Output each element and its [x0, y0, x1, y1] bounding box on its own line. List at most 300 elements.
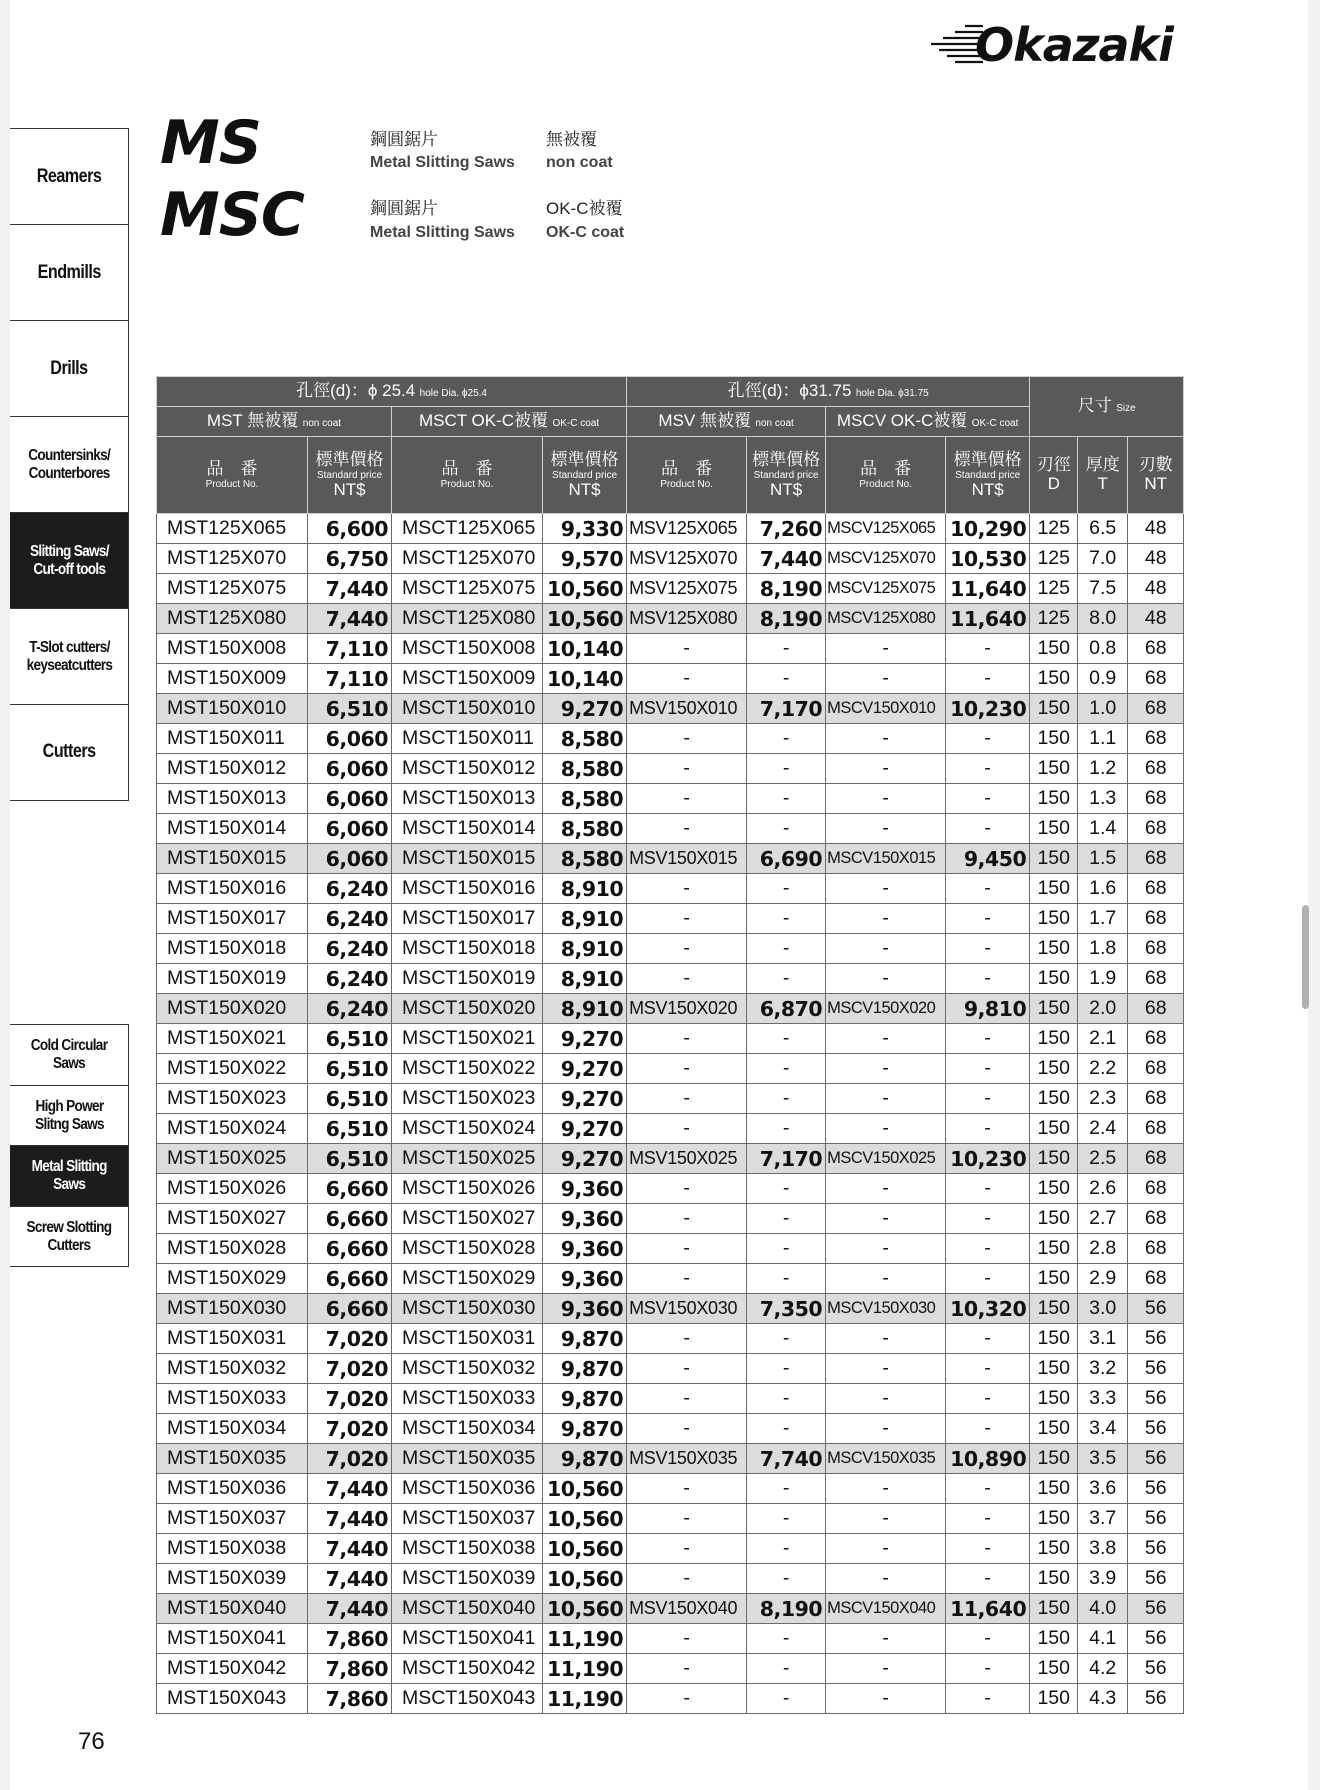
msct-price: 9,870 [543, 1324, 627, 1354]
msct-price: 8,910 [543, 874, 627, 904]
mst-price: 6,060 [308, 724, 392, 754]
mscv-product-no: MSCV125X070 [826, 544, 946, 574]
teeth-count: 56 [1128, 1654, 1184, 1684]
thickness: 3.3 [1078, 1384, 1128, 1414]
msct-price: 10,140 [543, 664, 627, 694]
msv-product-no: - [627, 1654, 747, 1684]
mscv-product-no: MSCV125X065 [826, 514, 946, 544]
mscv-price: - [946, 1204, 1030, 1234]
mst-price: 7,440 [308, 1534, 392, 1564]
msv-price: 7,350 [747, 1294, 826, 1324]
diameter: 150 [1030, 934, 1078, 964]
table-row [157, 1324, 1184, 1354]
msct-product-no: MSCT125X065 [392, 514, 543, 544]
msc-coat-en: OK-C coat [546, 224, 625, 241]
mscv-product-no: - [826, 724, 946, 754]
thickness: 1.6 [1078, 874, 1128, 904]
hole1-label: 孔徑(d)：ϕ 25.4 [296, 381, 416, 401]
mst-price: 6,060 [308, 754, 392, 784]
diameter: 125 [1030, 544, 1078, 574]
teeth-count: 68 [1128, 1174, 1184, 1204]
mscv-product-header [826, 437, 946, 514]
table-row [157, 1474, 1184, 1504]
teeth-count: 56 [1128, 1684, 1184, 1714]
diameter: 150 [1030, 814, 1078, 844]
thickness: 3.0 [1078, 1294, 1128, 1324]
scrollbar-thumb[interactable] [1302, 905, 1309, 1009]
msct-price: 10,560 [543, 1564, 627, 1594]
msct-price: 8,910 [543, 904, 627, 934]
mst-product-no: MST150X024 [157, 1114, 308, 1144]
mscv-price: - [946, 1114, 1030, 1144]
mscv-price: 10,320 [946, 1294, 1030, 1324]
mscv-price: - [946, 1354, 1030, 1384]
thickness: 2.0 [1078, 994, 1128, 1024]
mst-product-no: MST125X065 [157, 514, 308, 544]
brand-name: Okazaki [975, 18, 1173, 72]
mscv-product-no: - [826, 1504, 946, 1534]
table-row [157, 574, 1184, 604]
msv-price: - [747, 814, 826, 844]
mst-product-no: MST125X070 [157, 544, 308, 574]
diameter: 150 [1030, 1174, 1078, 1204]
sidebar-subitem-label: Screw Slotting Cutters [26, 1218, 112, 1254]
mst-price: 7,440 [308, 1594, 392, 1624]
diameter: 150 [1030, 1294, 1078, 1324]
size-label-en: Size [1116, 403, 1136, 415]
thickness: 2.5 [1078, 1144, 1128, 1174]
msct-product-no: MSCT150X038 [392, 1534, 543, 1564]
sidebar-subitem-high[interactable] [10, 1085, 129, 1146]
teeth-count: 56 [1128, 1294, 1184, 1324]
msv-product-no: - [627, 634, 747, 664]
mscv-price: - [946, 964, 1030, 994]
mst-price: 7,440 [308, 574, 392, 604]
diameter: 150 [1030, 994, 1078, 1024]
mst-product-no: MST150X035 [157, 1444, 308, 1474]
mst-price: 7,860 [308, 1684, 392, 1714]
thickness-header [1078, 437, 1128, 514]
thickness: 4.1 [1078, 1624, 1128, 1654]
msct-product-no: MSCT150X036 [392, 1474, 543, 1504]
mscv-product-no: MSCV125X080 [826, 604, 946, 634]
msv-product-no: - [627, 1504, 747, 1534]
msct-product-no: MSCT150X021 [392, 1024, 543, 1054]
msct-price: 9,360 [543, 1204, 627, 1234]
diameter: 150 [1030, 874, 1078, 904]
mscv-product-no: - [826, 784, 946, 814]
msv-price: - [747, 1654, 826, 1684]
sidebar-item-cutters[interactable] [10, 704, 129, 801]
msv-price: - [747, 634, 826, 664]
mst-price: 7,110 [308, 664, 392, 694]
msv-product-no: - [627, 1084, 747, 1114]
msv-product-no: MSV125X080 [627, 604, 747, 634]
mst-product-no: MST150X038 [157, 1534, 308, 1564]
product-label: 品 番 [206, 459, 258, 479]
diameter: 150 [1030, 1384, 1078, 1414]
msv-price: 7,740 [747, 1444, 826, 1474]
diameter: 150 [1030, 1204, 1078, 1234]
mst-price: 6,510 [308, 1024, 392, 1054]
diameter: 150 [1030, 844, 1078, 874]
mst-product-no: MST150X037 [157, 1504, 308, 1534]
mst-price: 7,020 [308, 1354, 392, 1384]
msv-product-no: - [627, 664, 747, 694]
mst-product-no: MST150X042 [157, 1654, 308, 1684]
mscv-price: 11,640 [946, 574, 1030, 604]
price-unit: NT$ [568, 479, 601, 499]
msv-product-no: - [627, 1354, 747, 1384]
nt-label-zh: 刃數 [1138, 455, 1173, 475]
teeth-count: 56 [1128, 1594, 1184, 1624]
mst-price: 7,110 [308, 634, 392, 664]
msct-price: 9,270 [543, 694, 627, 724]
mst-product-no: MST150X019 [157, 964, 308, 994]
mscv-price: 11,640 [946, 1594, 1030, 1624]
mst-price: 7,440 [308, 1564, 392, 1594]
table-row [157, 934, 1184, 964]
msv-price: - [747, 1114, 826, 1144]
msct-label-en: OK-C coat [552, 418, 600, 430]
msv-price: - [747, 934, 826, 964]
product-label-en: Product No. [440, 478, 494, 490]
mscv-product-no: - [826, 1204, 946, 1234]
table-row [157, 1114, 1184, 1144]
mscv-product-no: - [826, 874, 946, 904]
ms-coat-en: non coat [546, 154, 613, 171]
hole2-label: 孔徑(d)：ϕ31.75 [727, 381, 852, 401]
table-row [157, 754, 1184, 784]
mscv-price: - [946, 664, 1030, 694]
msv-product-no: - [627, 1624, 747, 1654]
mscv-price: - [946, 1504, 1030, 1534]
msct-price: 10,560 [543, 574, 627, 604]
teeth-count: 68 [1128, 964, 1184, 994]
thickness: 3.1 [1078, 1324, 1128, 1354]
msv-price: - [747, 1264, 826, 1294]
mscv-product-no: MSCV150X035 [826, 1444, 946, 1474]
msct-price: 8,910 [543, 964, 627, 994]
mst-product-no: MST150X011 [157, 724, 308, 754]
teeth-count: 56 [1128, 1444, 1184, 1474]
mscv-price: - [946, 1684, 1030, 1714]
table-row [157, 694, 1184, 724]
msct-price: 11,190 [543, 1684, 627, 1714]
sidebar-item-label: Cutters [42, 741, 96, 763]
size-header [1030, 377, 1184, 437]
msct-product-no: MSCT150X030 [392, 1294, 543, 1324]
mscv-price: - [946, 1564, 1030, 1594]
mst-product-no: MST150X030 [157, 1294, 308, 1324]
msct-product-no: MSCT150X032 [392, 1354, 543, 1384]
mst-price: 6,660 [308, 1204, 392, 1234]
msv-label: MSV 無被覆 [658, 411, 751, 431]
price-label: 標準價格 [315, 449, 384, 469]
diameter: 150 [1030, 1234, 1078, 1264]
series-title-msc: MSC [160, 180, 304, 250]
mscv-product-no: MSCV125X075 [826, 574, 946, 604]
sidebar-subitem-screw[interactable] [10, 1206, 129, 1267]
mst-product-no: MST150X028 [157, 1234, 308, 1264]
mscv-price: - [946, 1324, 1030, 1354]
msv-product-no: MSV125X075 [627, 574, 747, 604]
thickness: 1.5 [1078, 844, 1128, 874]
thickness: 7.5 [1078, 574, 1128, 604]
table-row [157, 514, 1184, 544]
msv-product-no: - [627, 1054, 747, 1084]
sidebar-item-endmills[interactable] [10, 224, 129, 321]
mst-price: 6,600 [308, 514, 392, 544]
diameter: 150 [1030, 664, 1078, 694]
table-row [157, 1084, 1184, 1114]
diameter: 150 [1030, 1444, 1078, 1474]
msct-product-no: MSCT150X020 [392, 994, 543, 1024]
mst-product-header [157, 437, 308, 514]
msct-price: 9,570 [543, 544, 627, 574]
mst-price: 6,660 [308, 1264, 392, 1294]
mscv-price: 9,450 [946, 844, 1030, 874]
mscv-product-no: MSCV150X020 [826, 994, 946, 1024]
teeth-count: 68 [1128, 754, 1184, 784]
msct-price: 10,560 [543, 604, 627, 634]
msv-product-no: - [627, 1234, 747, 1264]
thickness: 1.4 [1078, 814, 1128, 844]
diameter: 150 [1030, 1624, 1078, 1654]
mst-price: 6,750 [308, 544, 392, 574]
sidebar-subitem-label: Cold Circular Saws [30, 1037, 108, 1072]
msv-product-no: - [627, 1384, 747, 1414]
thickness: 3.9 [1078, 1564, 1128, 1594]
mscv-price: - [946, 1654, 1030, 1684]
mscv-product-no: - [826, 1264, 946, 1294]
msct-product-no: MSCT150X039 [392, 1564, 543, 1594]
msv-product-no: - [627, 1204, 747, 1234]
mscv-product-no: - [826, 1024, 946, 1054]
msv-price: - [747, 1084, 826, 1114]
mscv-product-no: - [826, 1384, 946, 1414]
table-row [157, 1384, 1184, 1414]
teeth-count: 56 [1128, 1474, 1184, 1504]
thickness: 1.7 [1078, 904, 1128, 934]
sidebar-subitem-cold[interactable] [10, 1024, 129, 1085]
teeth-header [1128, 437, 1184, 514]
mst-price: 6,240 [308, 994, 392, 1024]
thickness: 2.6 [1078, 1174, 1128, 1204]
diameter: 150 [1030, 1594, 1078, 1624]
diameter: 150 [1030, 1054, 1078, 1084]
table-row [157, 1684, 1184, 1714]
msv-product-no: - [627, 1114, 747, 1144]
msct-product-no: MSCT150X019 [392, 964, 543, 994]
mscv-product-no: - [826, 1054, 946, 1084]
thickness: 1.3 [1078, 784, 1128, 814]
sidebar-item-label: Drills [50, 357, 88, 379]
msv-price: - [747, 1624, 826, 1654]
msv-price: 6,870 [747, 994, 826, 1024]
msct-product-no: MSCT150X042 [392, 1654, 543, 1684]
mscv-price: - [946, 934, 1030, 964]
mscv-header [826, 407, 1030, 437]
mst-product-no: MST150X036 [157, 1474, 308, 1504]
msct-price: 9,270 [543, 1054, 627, 1084]
thickness: 2.2 [1078, 1054, 1128, 1084]
mst-price: 6,240 [308, 934, 392, 964]
msv-product-no: - [627, 724, 747, 754]
mscv-price: - [946, 904, 1030, 934]
thickness: 4.0 [1078, 1594, 1128, 1624]
mst-price: 7,860 [308, 1624, 392, 1654]
ms-coat-zh: 無被覆 [546, 130, 597, 149]
mst-product-no: MST150X010 [157, 694, 308, 724]
sidebar-item-t-slot[interactable] [10, 608, 129, 705]
table-row [157, 1624, 1184, 1654]
mscv-price: - [946, 634, 1030, 664]
msv-price: 8,190 [747, 604, 826, 634]
msv-product-no: - [627, 1474, 747, 1504]
msct-price-header [543, 437, 627, 514]
msct-price: 8,580 [543, 844, 627, 874]
sidebar-subitem-metal[interactable] [10, 1145, 129, 1206]
msct-product-no: MSCT150X034 [392, 1414, 543, 1444]
mst-product-no: MST150X040 [157, 1594, 308, 1624]
mscv-product-no: - [826, 1624, 946, 1654]
msv-price: 8,190 [747, 574, 826, 604]
msv-product-no: - [627, 964, 747, 994]
msv-price: - [747, 1564, 826, 1594]
thickness: 3.2 [1078, 1354, 1128, 1384]
msct-price: 8,580 [543, 784, 627, 814]
teeth-count: 68 [1128, 814, 1184, 844]
mscv-product-no: MSCV150X030 [826, 1294, 946, 1324]
msv-price: 7,170 [747, 1144, 826, 1174]
diameter: 150 [1030, 1084, 1078, 1114]
mscv-price-header [946, 437, 1030, 514]
mst-product-no: MST150X032 [157, 1354, 308, 1384]
msv-product-no: MSV150X035 [627, 1444, 747, 1474]
sidebar-item-reamers[interactable] [10, 128, 129, 225]
thickness: 0.9 [1078, 664, 1128, 694]
msct-product-no: MSCT150X024 [392, 1114, 543, 1144]
mscv-price: - [946, 1534, 1030, 1564]
msv-price-header [747, 437, 826, 514]
msv-price: - [747, 784, 826, 814]
table-row [157, 1594, 1184, 1624]
teeth-count: 68 [1128, 694, 1184, 724]
msc-title-en: Metal Slitting Saws [370, 224, 515, 241]
t-label-zh: 厚度 [1085, 455, 1120, 475]
mscv-product-no: - [826, 1354, 946, 1384]
hole1-label-en: hole Dia. ϕ25.4 [419, 388, 487, 400]
diameter: 150 [1030, 1114, 1078, 1144]
sidebar-item-slitting[interactable] [10, 512, 129, 609]
mscv-price: - [946, 874, 1030, 904]
mst-product-no: MST150X008 [157, 634, 308, 664]
mst-price: 6,240 [308, 964, 392, 994]
mst-product-no: MST150X012 [157, 754, 308, 784]
table-row [157, 634, 1184, 664]
table-row [157, 544, 1184, 574]
msct-product-no: MSCT150X023 [392, 1084, 543, 1114]
teeth-count: 68 [1128, 994, 1184, 1024]
mst-price: 6,060 [308, 844, 392, 874]
mscv-price: - [946, 754, 1030, 784]
hole-dia-31-header [627, 377, 1030, 407]
msct-price: 11,190 [543, 1654, 627, 1684]
mst-price: 7,440 [308, 1504, 392, 1534]
msct-price: 10,560 [543, 1594, 627, 1624]
msv-product-no: - [627, 1684, 747, 1714]
mst-price: 6,510 [308, 1114, 392, 1144]
series-title-ms: MS [160, 108, 261, 178]
msct-product-header [392, 437, 543, 514]
mst-price: 6,060 [308, 814, 392, 844]
msv-price: - [747, 1354, 826, 1384]
mscv-product-no: - [826, 1114, 946, 1144]
msct-product-no: MSCT150X040 [392, 1594, 543, 1624]
size-label: 尺寸 [1077, 396, 1112, 416]
msv-price: - [747, 964, 826, 994]
mst-price: 7,020 [308, 1384, 392, 1414]
mst-product-no: MST150X016 [157, 874, 308, 904]
sidebar-item-drills[interactable] [10, 320, 129, 417]
diameter: 150 [1030, 1654, 1078, 1684]
mst-product-no: MST150X039 [157, 1564, 308, 1594]
price-label: 標準價格 [550, 449, 619, 469]
t-label: T [1097, 474, 1108, 493]
msct-price: 8,910 [543, 994, 627, 1024]
table-row [157, 1204, 1184, 1234]
mscv-product-no: - [826, 634, 946, 664]
msct-product-no: MSCT125X080 [392, 604, 543, 634]
msv-header [627, 407, 826, 437]
price-label: 標準價格 [752, 449, 821, 469]
msct-price: 9,360 [543, 1264, 627, 1294]
mscv-price: 11,640 [946, 604, 1030, 634]
diameter: 150 [1030, 964, 1078, 994]
thickness: 4.3 [1078, 1684, 1128, 1714]
thickness: 1.8 [1078, 934, 1128, 964]
msct-product-no: MSCT150X011 [392, 724, 543, 754]
sidebar-item-countersinks[interactable] [10, 416, 129, 513]
msv-product-no: - [627, 1534, 747, 1564]
table-row [157, 1024, 1184, 1054]
msv-product-no: - [627, 754, 747, 784]
diameter: 150 [1030, 1414, 1078, 1444]
msv-price: - [747, 1474, 826, 1504]
msv-price: 7,440 [747, 544, 826, 574]
brand-logo [925, 14, 1185, 74]
msct-price: 10,560 [543, 1504, 627, 1534]
thickness: 1.2 [1078, 754, 1128, 784]
mst-header [157, 407, 392, 437]
msct-price: 10,560 [543, 1474, 627, 1504]
table-row [157, 994, 1184, 1024]
msv-price: - [747, 1024, 826, 1054]
msct-price: 9,870 [543, 1444, 627, 1474]
teeth-count: 68 [1128, 1084, 1184, 1114]
mst-label: MST 無被覆 [206, 411, 299, 431]
mst-price: 7,440 [308, 1474, 392, 1504]
diameter: 125 [1030, 604, 1078, 634]
product-label: 品 番 [661, 459, 713, 479]
table-row [157, 724, 1184, 754]
table-row [157, 874, 1184, 904]
table-row [157, 1234, 1184, 1264]
mscv-price: - [946, 1624, 1030, 1654]
teeth-count: 48 [1128, 574, 1184, 604]
mst-price: 7,860 [308, 1654, 392, 1684]
